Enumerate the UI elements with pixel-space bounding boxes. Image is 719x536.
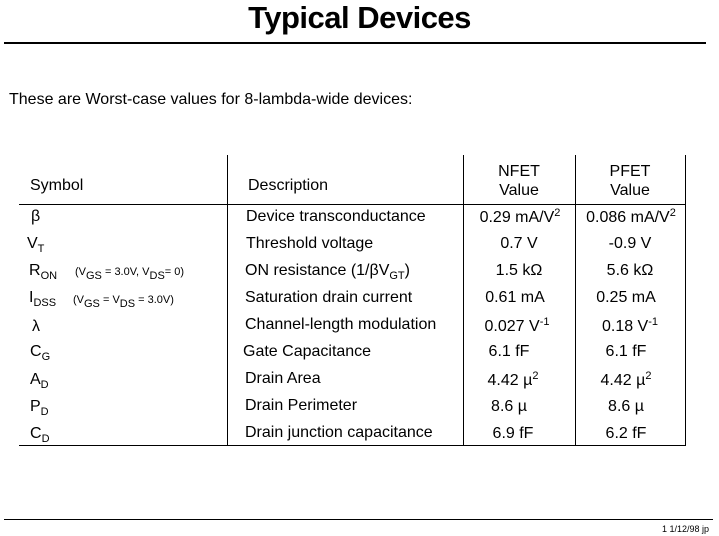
table-row-description: ON resistance $(1/\beta V_{GT})$: [245, 262, 410, 282]
header-nfet-line1: NFET: [498, 163, 540, 180]
table-row-condition: $(V_{GS} = V_{DS} = 3.0V)$: [73, 294, 174, 310]
header-symbol: Symbol: [30, 177, 84, 194]
page-title: Typical Devices: [248, 0, 471, 35]
table-row-pfet-value: -0.9 V: [608, 235, 652, 252]
header-nfet-line2: Value: [499, 182, 539, 199]
table-row-symbol: $R_{ON}$: [29, 262, 58, 282]
table-row-symbol: $V_T$: [27, 235, 45, 255]
title-divider: [4, 42, 706, 44]
table-row-pfet-value: 0.25 mA: [596, 289, 656, 306]
table-row-symbol: λ: [32, 318, 40, 335]
table-row-description: Drain junction capacitance: [245, 424, 433, 441]
table-row-pfet-value: 0.086 $mA/V^2$: [586, 207, 676, 226]
header-description: Description: [248, 177, 329, 194]
table-row-nfet-value: 6.9 fF: [492, 425, 534, 442]
table-row-pfet-value: 6.2 fF: [605, 425, 647, 442]
table-row-description: Threshold voltage: [246, 235, 374, 252]
table-row-nfet-value: 0.61 mA: [485, 289, 545, 306]
column-divider-pfet: [685, 155, 686, 445]
table-row-symbol: $C_G$: [30, 343, 51, 363]
table-row-nfet-value: 8.6 µ: [491, 398, 527, 415]
table-row-nfet-value: 4.42 µ$^2$: [487, 370, 539, 389]
table-row-nfet-value: 1.5 kΩ: [495, 262, 543, 279]
header-pfet-line2: Value: [610, 182, 650, 199]
table-row-pfet-value: 8.6 µ: [608, 398, 644, 415]
table-row-condition: ($V_{GS} = 3.0V$, $V_{DS}= 0$): [75, 266, 185, 282]
column-divider-symbol: [227, 155, 228, 445]
table-row-symbol: β: [31, 208, 41, 225]
table-row-symbol: $A_D$: [30, 371, 49, 391]
table-row-nfet-value: 0.027 $V^{-1}$: [484, 316, 550, 335]
table-row-nfet-value: 6.1 fF: [488, 343, 530, 360]
table-row-nfet-value: 0.7 V: [500, 235, 538, 252]
table-row-nfet-value: 0.29 $mA/V^2$: [479, 207, 561, 226]
table-row-description: Channel-length modulation: [245, 316, 437, 333]
table-row-description: Gate Capacitance: [243, 343, 372, 360]
table-row-symbol: $C_D$: [30, 425, 50, 445]
intro-text: These are Worst-case values for 8-lambda-wide devices:: [9, 91, 413, 108]
footer-slide-info: 1 1/12/98 jp: [661, 524, 709, 534]
table-row-description: Saturation drain current: [245, 289, 413, 306]
table-row-description: Drain Area: [245, 370, 321, 387]
table-row-pfet-value: 6.1 fF: [605, 343, 647, 360]
header-pfet-line1: PFET: [609, 163, 651, 180]
table-row-description: Drain Perimeter: [245, 397, 358, 414]
table-row-pfet-value: 5.6 kΩ: [606, 262, 654, 279]
header-divider: [19, 204, 686, 205]
table-row-description: Device transconductance: [246, 208, 426, 225]
table-row-symbol: $I_{DSS}$: [29, 289, 57, 309]
table-row-pfet-value: 0.18 $V^{-1}$: [601, 316, 659, 335]
table-row-pfet-value: 4.42 µ$^2$: [600, 370, 652, 389]
footer-divider: [4, 519, 713, 520]
table-row-symbol: $P_D$: [30, 398, 49, 418]
table-bottom-rule: [19, 445, 686, 446]
